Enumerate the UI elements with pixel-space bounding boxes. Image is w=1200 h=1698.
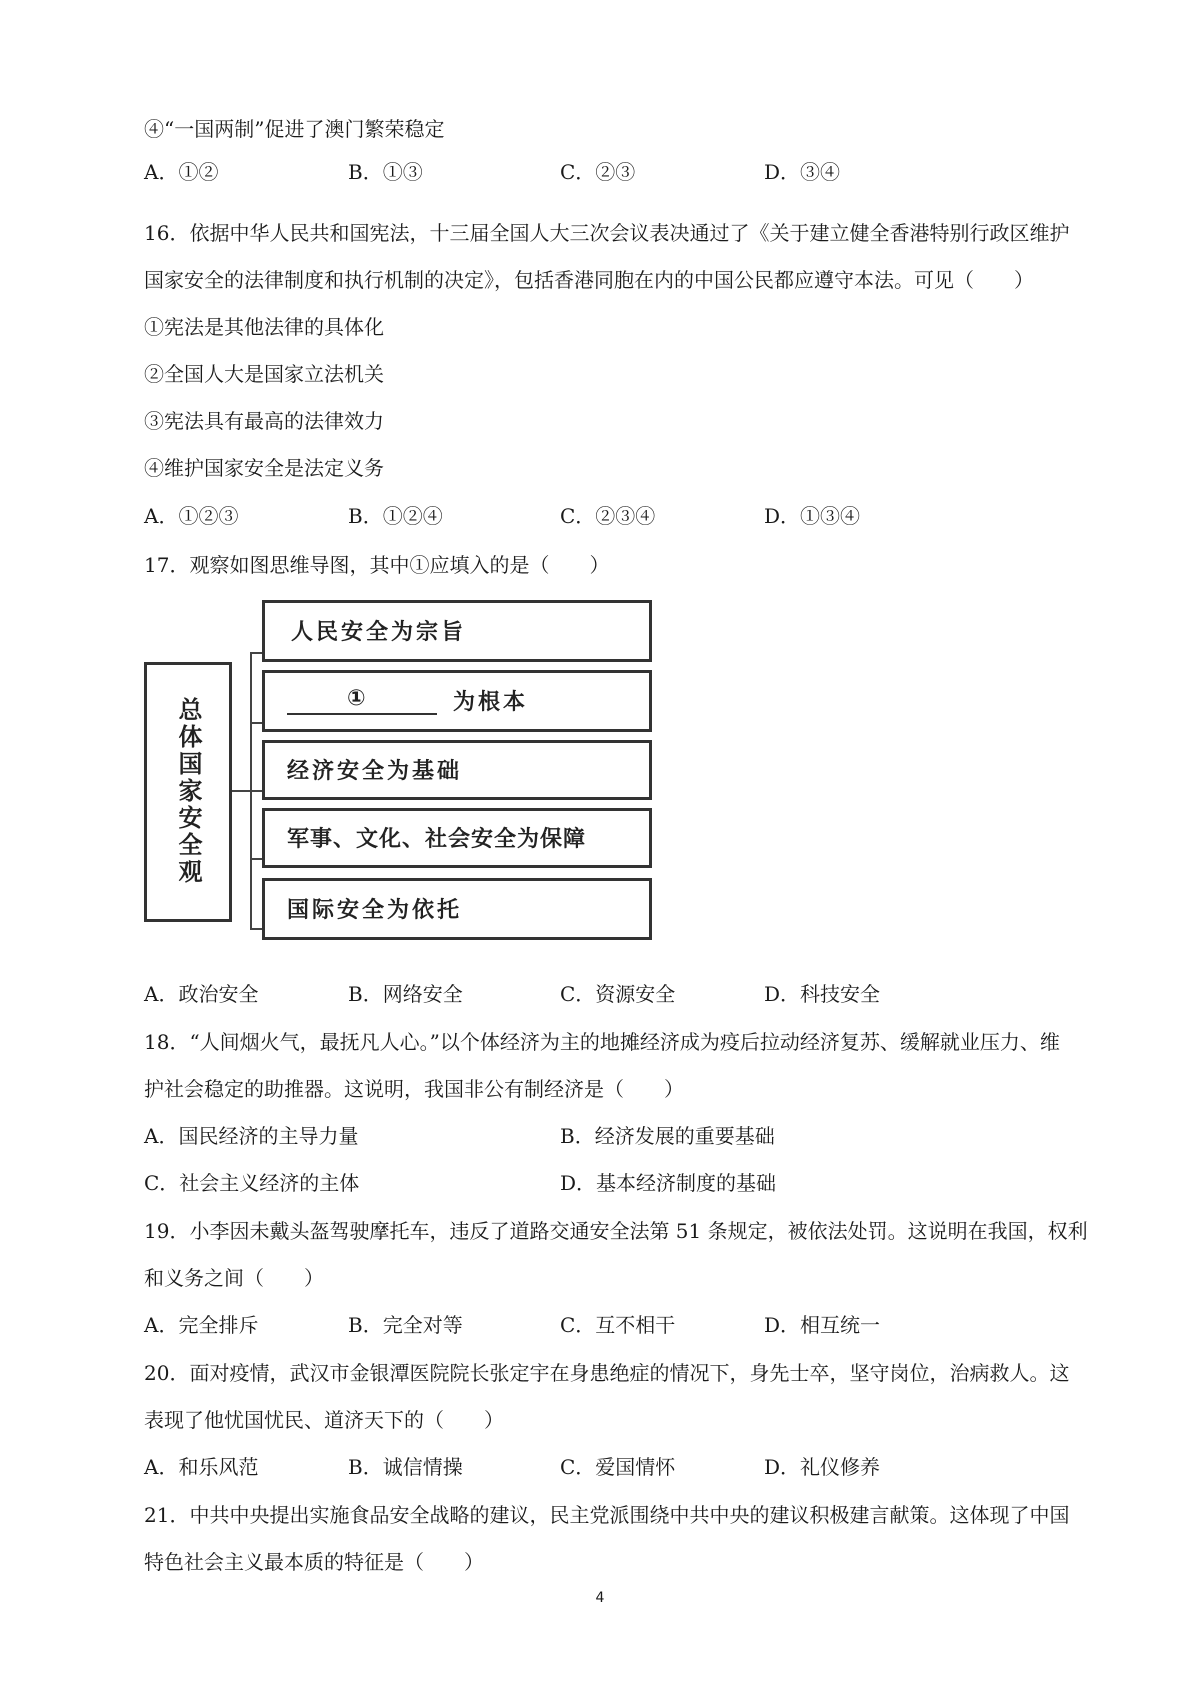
mind-map-branch-2 [262,670,652,732]
q16-item-1: ①宪法是其他法律的具体化 [144,315,384,339]
mind-map-branch-1 [262,600,652,662]
q20-option-b[interactable]: B．诚信情操 [348,1455,463,1479]
q16-stem-line2: 国家安全的法律制度和执行机制的决定》，包括香港同胞在内的中国公民都应遵守本法。可见（ ） [144,268,1034,292]
q16-stem-line1: 16．依据中华人民共和国宪法，十三届全国人大三次会议表决通过了《关于建立健全香港特别行政区维护 [144,221,1070,245]
q16-item-3: ③宪法具有最高的法律效力 [144,409,384,433]
q17-stem: 17．观察如图思维导图，其中①应填入的是（ ） [144,553,610,577]
q15-option-b[interactable]: B．①③ [348,160,423,184]
q16-option-d[interactable]: D．①③④ [764,504,861,528]
q15-option-c[interactable]: C．②③ [560,160,636,184]
q17-option-c[interactable]: C．资源安全 [560,982,676,1006]
q15-option-d[interactable]: D．③④ [764,160,841,184]
mind-map-root-label: 总体国家安全观 [174,697,202,886]
q19-stem-line2: 和义务之间（ ） [144,1266,324,1290]
mind-map-branch-2-label: 为根本 [453,690,529,715]
q19-option-c[interactable]: C．互不相干 [560,1313,676,1337]
q18-option-c[interactable]: C．社会主义经济的主体 [144,1171,360,1195]
q21-stem-line2: 特色社会主义最本质的特征是（ ） [144,1550,484,1574]
mind-map-branch-line [250,652,262,654]
q19-option-d[interactable]: D．相互统一 [764,1313,881,1337]
mind-map-branch-5 [262,878,652,940]
q18-option-a[interactable]: A．国民经济的主导力量 [144,1124,359,1148]
mind-map-branch-4-label: 军事、文化、社会安全为保障 [287,827,587,852]
mind-map-blank-line [287,713,437,715]
mind-map-branch-3 [262,740,652,800]
mind-map-branch-line [250,858,262,860]
q16-item-4: ④维护国家安全是法定义务 [144,456,384,480]
q16-option-c[interactable]: C．②③④ [560,504,656,528]
q15-option-a[interactable]: A．①② [144,160,219,184]
q20-option-d[interactable]: D．礼仪修养 [764,1455,881,1479]
q20-stem-line2: 表现了他忧国忧民、道济天下的（ ） [144,1408,504,1432]
mind-map-branch-line [250,790,262,792]
q17-option-b[interactable]: B．网络安全 [348,982,463,1006]
q21-stem-line1: 21．中共中央提出实施食品安全战略的建议，民主党派围绕中共中央的建议积极建言献策。这体现了中国 [144,1503,1070,1527]
q19-option-a[interactable]: A．完全排斥 [144,1313,259,1337]
q16-option-b[interactable]: B．①②④ [348,504,443,528]
mind-map-blank-label: ① [347,686,369,711]
mind-map-branch-3-label: 经济安全为基础 [287,759,463,784]
q20-option-c[interactable]: C．爱国情怀 [560,1455,676,1479]
q18-option-d[interactable]: D．基本经济制度的基础 [560,1171,777,1195]
q18-option-b[interactable]: B．经济发展的重要基础 [560,1124,775,1148]
q19-stem-line1: 19．小李因未戴头盔驾驶摩托车，违反了道路交通安全法第 51 条规定，被依法处罚。这说明在我国，权利 [144,1219,1088,1243]
mind-map-connector-horizontal [232,790,250,792]
mind-map-branch-1-label: 人民安全为宗旨 [291,620,467,645]
q15-item-4: ④“一国两制”促进了澳门繁荣稳定 [144,117,445,141]
page-number: 4 [595,1590,605,1606]
q17-option-d[interactable]: D．科技安全 [764,982,881,1006]
mind-map-branch-5-label: 国际安全为依托 [287,898,463,923]
mind-map-branch-line [250,722,262,724]
q16-item-2: ②全国人大是国家立法机关 [144,362,384,386]
mind-map-branch-4 [262,808,652,868]
q19-option-b[interactable]: B．完全对等 [348,1313,463,1337]
q17-option-a[interactable]: A．政治安全 [144,982,259,1006]
mind-map-diagram [140,598,660,958]
mind-map-branch-line [250,928,262,930]
q16-option-a[interactable]: A．①②③ [144,504,239,528]
q18-stem-line2: 护社会稳定的助推器。这说明，我国非公有制经济是（ ） [144,1077,684,1101]
q20-option-a[interactable]: A．和乐风范 [144,1455,259,1479]
q20-stem-line1: 20．面对疫情，武汉市金银潭医院院长张定宇在身患绝症的情况下，身先士卒，坚守岗位，治病救人。这 [144,1361,1070,1385]
q18-stem-line1: 18．“人间烟火气，最抚凡人心。”以个体经济为主的地摊经济成为疫后拉动经济复苏、缓解就业压力、维 [144,1030,1060,1054]
mind-map-root-box [144,662,232,922]
